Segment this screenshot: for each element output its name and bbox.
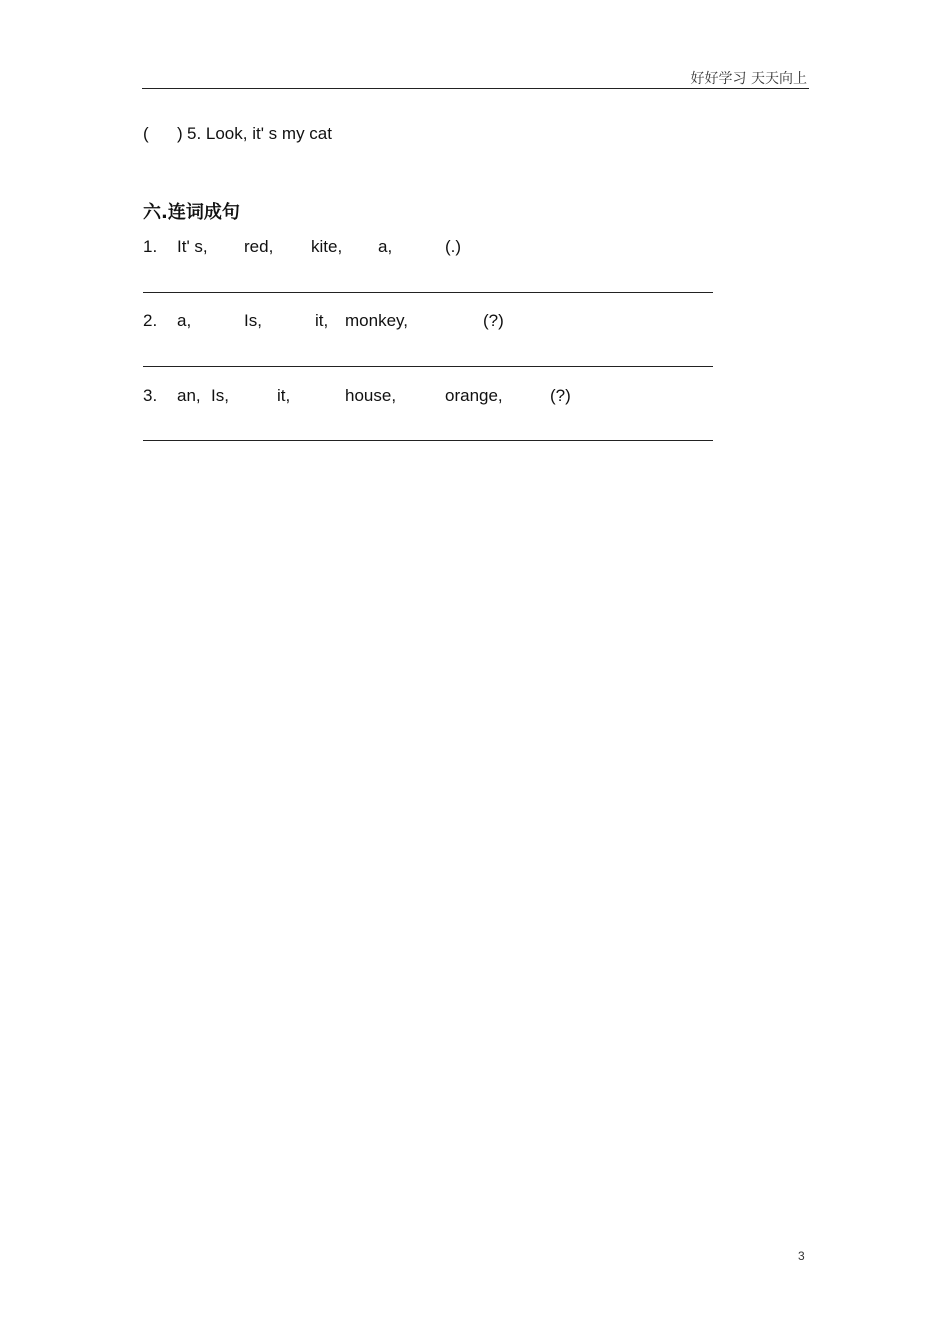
- item-3-number: 3.: [143, 386, 158, 405]
- item-2-number: 2.: [143, 311, 158, 330]
- item-1-word-1: It' s,: [177, 237, 208, 256]
- item-2-answer-line: [143, 366, 713, 367]
- item-1-number: 1.: [143, 237, 158, 256]
- item-1-word-5: (.): [445, 237, 462, 256]
- item-1-word-4: a,: [378, 237, 393, 256]
- page-number: 3: [798, 1249, 805, 1263]
- item-3-word-6: (?): [550, 386, 571, 405]
- header-rule: [142, 88, 809, 89]
- item-3-word-5: orange,: [445, 386, 503, 405]
- item-3-word-2: Is,: [211, 386, 229, 405]
- answer-paren-close: ): [177, 124, 183, 143]
- item-1-word-3: kite,: [311, 237, 343, 256]
- item-2-word-3: it,: [315, 311, 329, 330]
- item-3-answer-line: [143, 440, 713, 441]
- question-5-text: 5. Look, it' s my cat: [187, 124, 332, 143]
- item-2-word-2: Is,: [244, 311, 262, 330]
- item-3-word-1: an,: [177, 386, 201, 405]
- item-2-word-5: (?): [483, 311, 504, 330]
- item-3-word-3: it,: [277, 386, 291, 405]
- answer-paren-open: (: [143, 124, 149, 143]
- item-1-word-2: red,: [244, 237, 274, 256]
- item-1-answer-line: [143, 292, 713, 293]
- item-3-word-4: house,: [345, 386, 397, 405]
- item-2-word-4: monkey,: [345, 311, 408, 330]
- section-title: 六.连词成句: [143, 202, 240, 223]
- item-2-word-1: a,: [177, 311, 192, 330]
- page-header-text: 好好学习 天天向上: [690, 71, 807, 87]
